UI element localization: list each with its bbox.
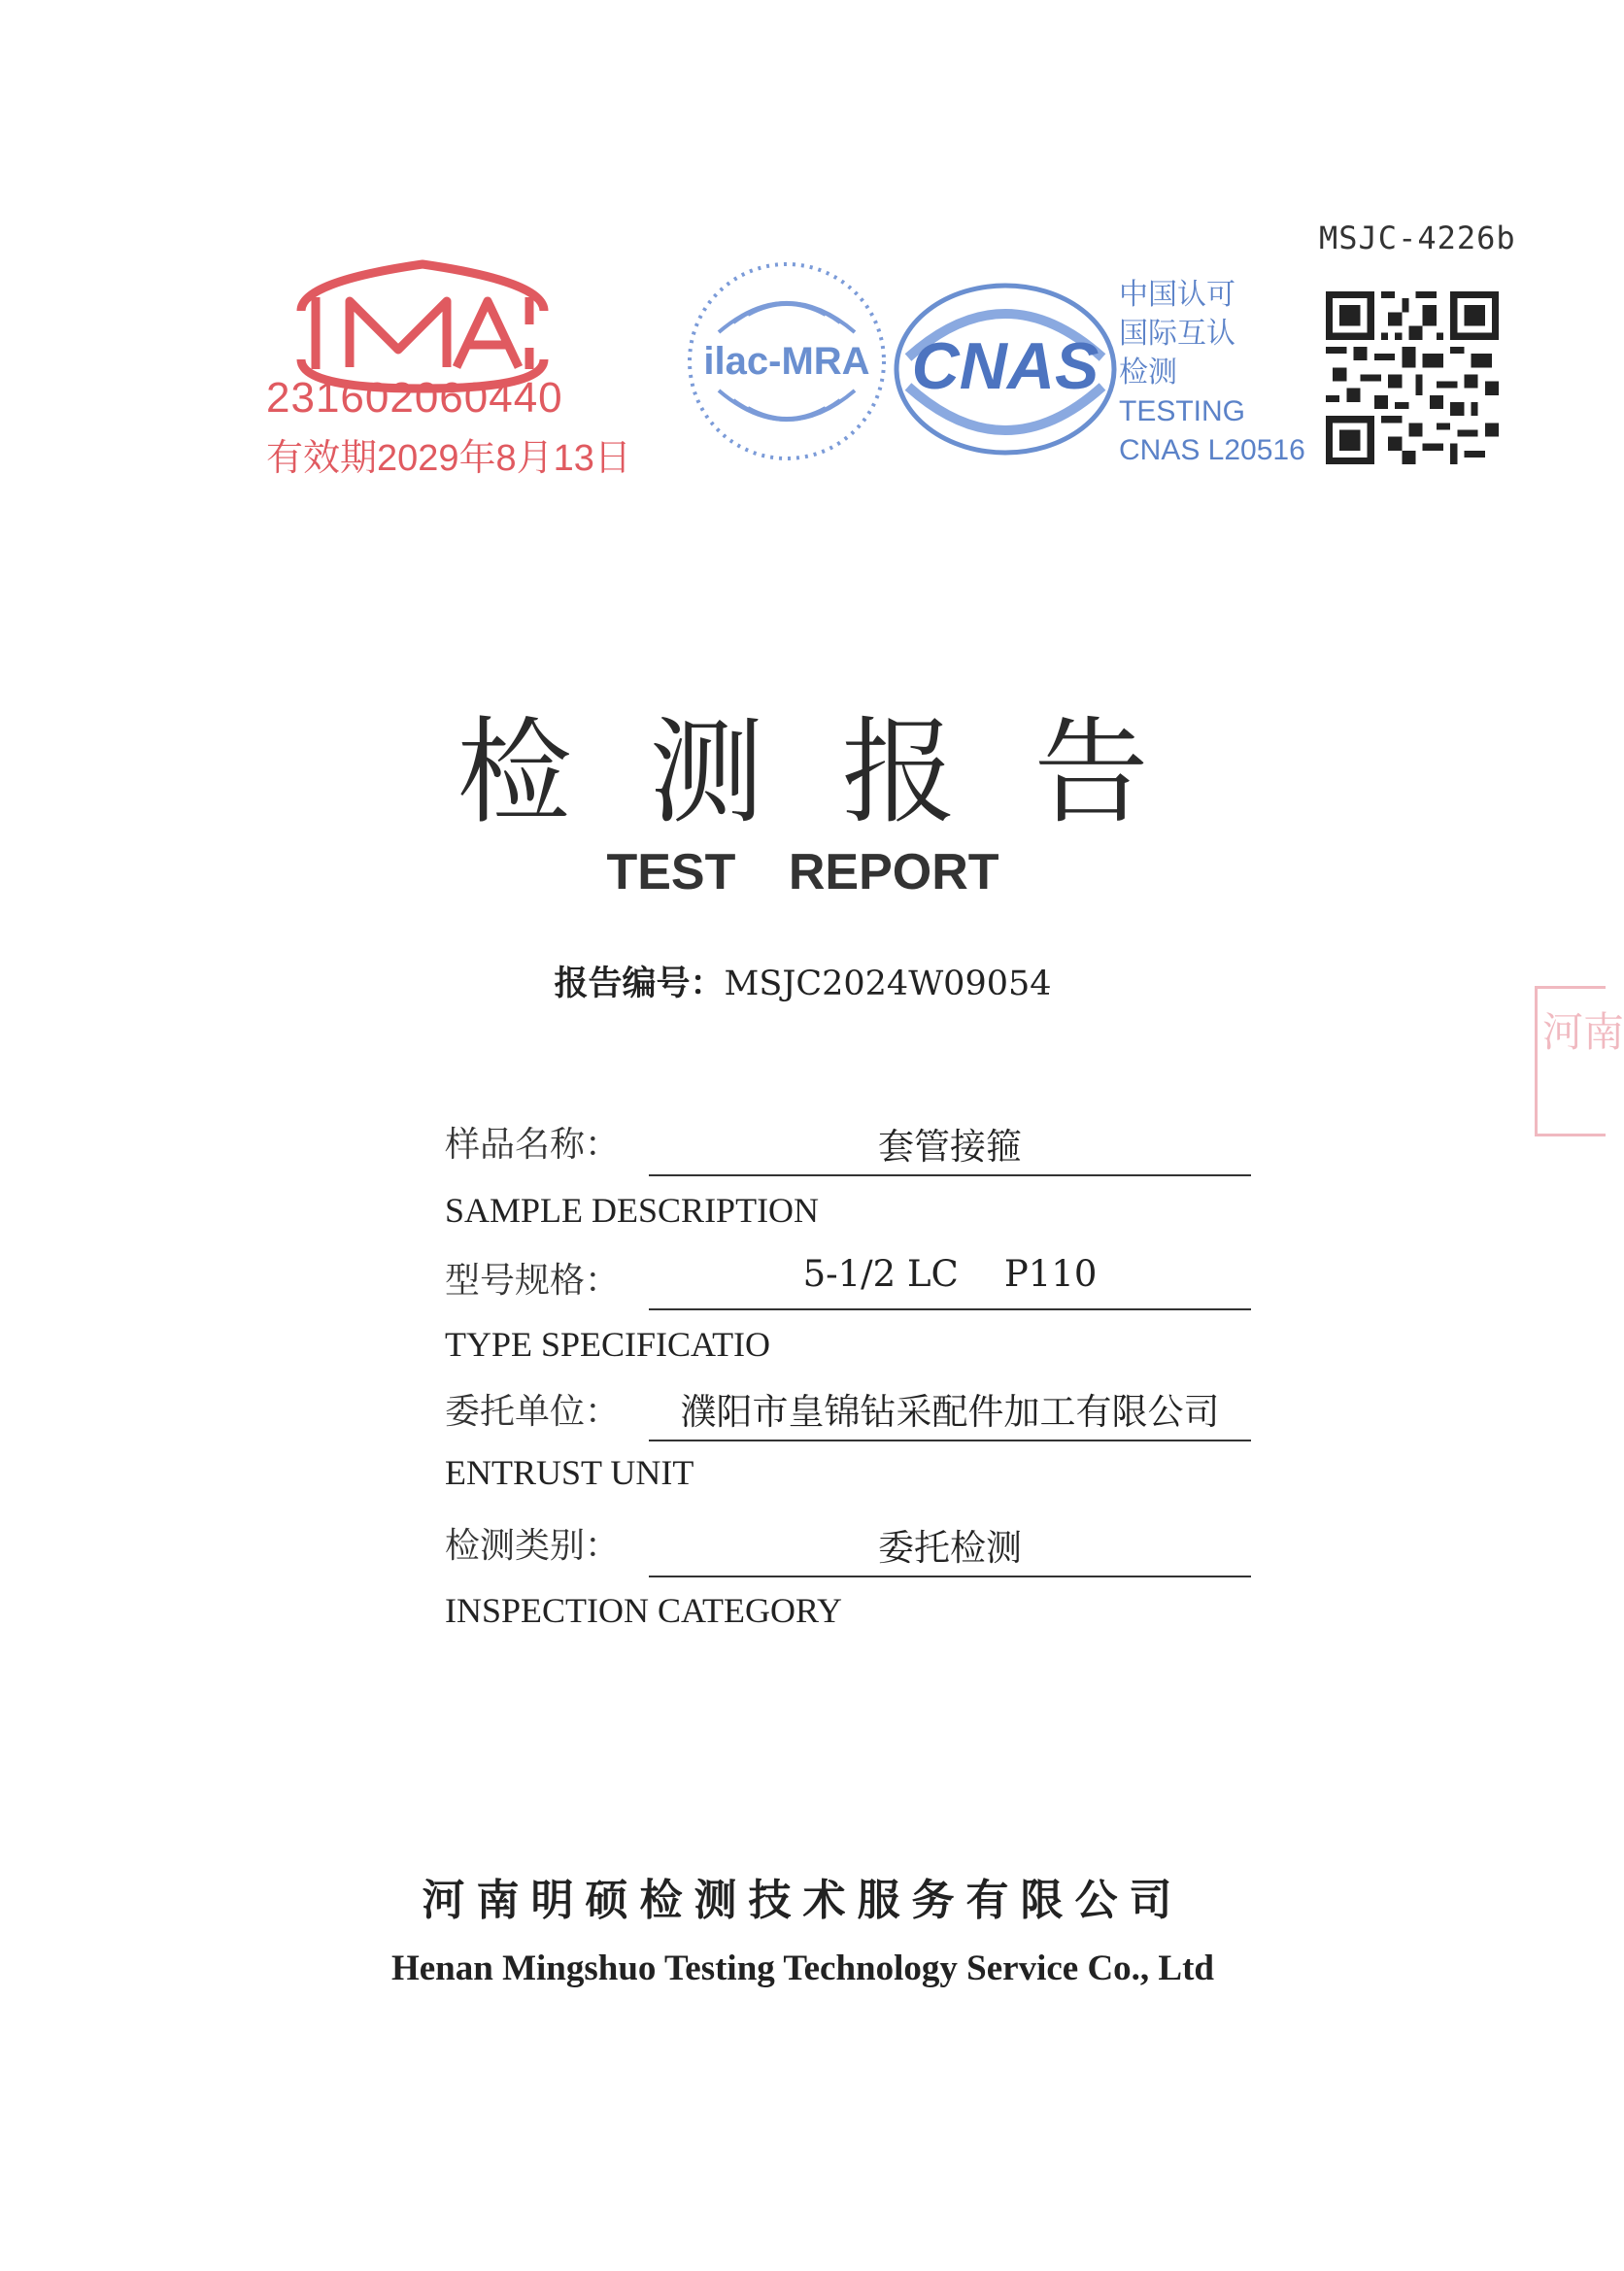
field-label-entrust: 委托单位： (445, 1392, 621, 1432)
cma-number: 231602060440 (266, 374, 563, 422)
cnas-text-block (1119, 276, 1305, 470)
cnas-logo-text: CNAS (911, 329, 1100, 403)
field-en-sample: SAMPLE DESCRIPTION (445, 1191, 820, 1230)
ilac-logo-text: ilac-MRA (703, 340, 870, 383)
field-en-entrust: ENTRUST UNIT (445, 1453, 694, 1492)
title-en: TEST REPORT (606, 844, 999, 900)
field-underline (649, 1576, 1251, 1577)
form-code: MSJC-4226b (1319, 220, 1516, 256)
title-cn: 检测报告 (457, 705, 1227, 839)
cnas-line-2: 国际互认 (1119, 318, 1235, 350)
field-value-sample: 套管接箍 (878, 1126, 1022, 1168)
cnas-line-4: TESTING (1119, 395, 1246, 427)
report-number (0, 957, 1606, 1005)
field-label-type: 型号规格： (445, 1261, 621, 1301)
field-en-type: TYPE SPECIFICATIO (445, 1325, 771, 1364)
report-number-label: 报告编号： (554, 965, 725, 1003)
company-name-cn: 河南明硕检测技术服务有限公司 (422, 1876, 1184, 1925)
qr-code-icon[interactable] (1326, 291, 1499, 464)
field-label-sample: 样品名称： (445, 1125, 621, 1165)
company-name-en: Henan Mingshuo Testing Technology Service Co., Ltd (390, 1949, 1215, 1988)
edge-stamp-text: 河南 (1542, 1008, 1624, 1056)
field-value-category: 委托检测 (878, 1527, 1022, 1569)
cnas-line-3: 检测 (1119, 356, 1177, 389)
field-en-category: INSPECTION CATEGORY (445, 1591, 843, 1630)
field-underline (649, 1174, 1251, 1176)
ilac-mra-logo-icon (680, 254, 894, 468)
cnas-line-1: 中国认可 (1119, 279, 1235, 311)
cnas-logo-icon (889, 280, 1122, 459)
field-label-category: 检测类别： (445, 1526, 621, 1566)
field-value-type: 5-1/2 LC P110 (802, 1253, 1098, 1295)
cma-validity: 有效期2029年8月13日 (266, 438, 631, 479)
field-underline (649, 1308, 1251, 1310)
report-number-value: MSJC2024W09054 (724, 965, 1052, 1003)
field-value-entrust: 濮阳市皇锦钻采配件加工有限公司 (680, 1391, 1220, 1433)
cnas-line-5: CNAS L20516 (1119, 434, 1305, 466)
field-underline (649, 1440, 1251, 1441)
